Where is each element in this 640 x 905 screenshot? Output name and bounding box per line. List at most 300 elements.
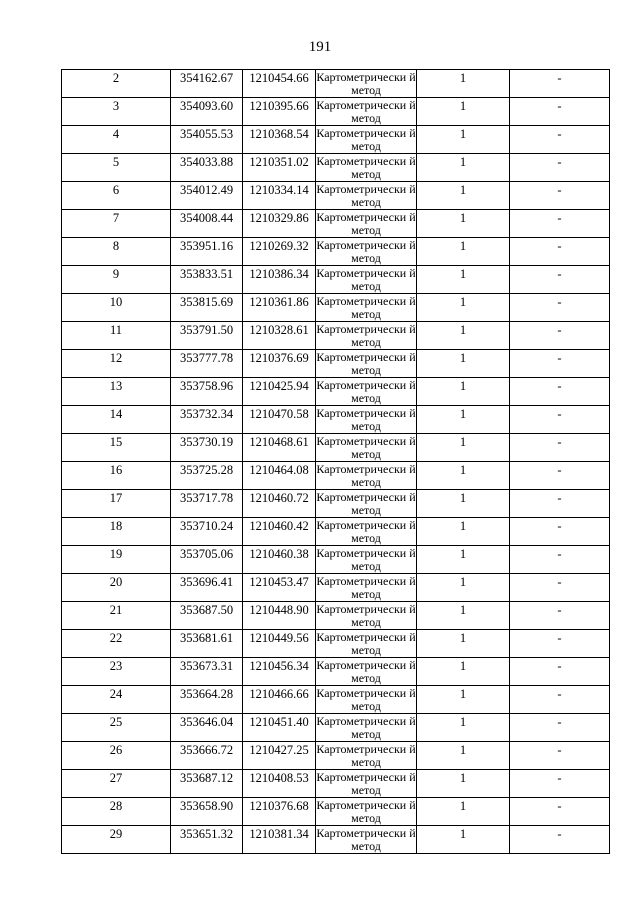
cell-value: 1210334.14 [249,183,309,197]
note-cell [510,98,610,126]
cell-value: 1 [459,379,467,393]
method-cell [316,686,417,714]
cell-value: 20 [109,575,123,589]
y-coordinate-cell [243,378,316,406]
cell-value: 1 [459,575,467,589]
cell-value: 353651.32 [179,827,234,841]
y-coordinate-cell [243,826,316,854]
table-row [62,434,610,462]
cell-value: 353705.06 [179,547,234,561]
method-cell [316,714,417,742]
cell-value: 1 [459,519,467,533]
cell-value: - [557,771,562,785]
y-coordinate-cell [243,350,316,378]
method-cell [316,294,417,322]
cell-value: 1210381.34 [249,827,309,841]
x-coordinate-cell [171,350,243,378]
cell-value: - [557,799,562,813]
cell-value: 1 [459,799,467,813]
point-number-cell [62,546,171,574]
cell-value: Картометрически й метод [316,70,416,97]
note-cell [510,630,610,658]
note-cell [510,686,610,714]
cell-value: 1 [459,211,467,225]
cell-value: 353696.41 [179,575,234,589]
method-cell [316,742,417,770]
x-coordinate-cell [171,70,243,98]
cell-value: 1210468.61 [249,435,309,449]
method-cell [316,798,417,826]
cell-value: 1210386.34 [249,267,309,281]
point-number-cell [62,322,171,350]
method-cell [316,630,417,658]
x-coordinate-cell [171,714,243,742]
point-number-cell [62,98,171,126]
x-coordinate-cell [171,406,243,434]
accuracy-cell [417,350,510,378]
y-coordinate-cell [243,266,316,294]
note-cell [510,490,610,518]
cell-value: 1 [459,631,467,645]
accuracy-cell [417,462,510,490]
cell-value: 1210328.61 [249,323,309,337]
y-coordinate-cell [243,154,316,182]
cell-value: 6 [112,183,120,197]
cell-value: Картометрически й метод [316,98,416,125]
y-coordinate-cell [243,462,316,490]
cell-value: Картометрически й метод [316,210,416,237]
cell-value: Картометрически й метод [316,602,416,629]
cell-value: 5 [112,155,120,169]
y-coordinate-cell [243,742,316,770]
cell-value: 1210451.40 [249,715,309,729]
cell-value: 1210470.58 [249,407,309,421]
point-number-cell [62,266,171,294]
cell-value: Картометрически й метод [316,490,416,517]
cell-value: 1 [459,435,467,449]
point-number-cell [62,462,171,490]
point-number-cell [62,826,171,854]
table-row [62,98,610,126]
cell-value: 23 [109,659,123,673]
cell-value: Картометрически й метод [316,154,416,181]
cell-value: 1210368.54 [249,127,309,141]
table-row [62,154,610,182]
method-cell [316,378,417,406]
note-cell [510,826,610,854]
note-cell [510,406,610,434]
cell-value: - [557,127,562,141]
x-coordinate-cell [171,658,243,686]
table-row [62,742,610,770]
cell-value: 4 [112,127,120,141]
cell-value: 353681.61 [179,631,234,645]
cell-value: 1210460.42 [249,519,309,533]
cell-value: Картометрически й метод [316,630,416,657]
point-number-cell [62,70,171,98]
note-cell [510,574,610,602]
x-coordinate-cell [171,126,243,154]
cell-value: 1 [459,127,467,141]
method-cell [316,602,417,630]
cell-value: - [557,491,562,505]
cell-value: Картометрически й метод [316,574,416,601]
y-coordinate-cell [243,98,316,126]
note-cell [510,294,610,322]
method-cell [316,182,417,210]
cell-value: 17 [109,491,123,505]
y-coordinate-cell [243,434,316,462]
cell-value: 10 [109,295,123,309]
note-cell [510,210,610,238]
note-cell [510,182,610,210]
cell-value: 1210425.94 [249,379,309,393]
table-row [62,126,610,154]
cell-value: 353815.69 [179,295,234,309]
x-coordinate-cell [171,630,243,658]
accuracy-cell [417,126,510,154]
cell-value: Картометрически й метод [316,350,416,377]
cell-value: Картометрически й метод [316,182,416,209]
accuracy-cell [417,490,510,518]
cell-value: 353730.19 [179,435,234,449]
point-number-cell [62,126,171,154]
y-coordinate-cell [243,518,316,546]
cell-value: - [557,351,562,365]
cell-value: - [557,99,562,113]
x-coordinate-cell [171,770,243,798]
cell-value: 19 [109,547,123,561]
cell-value: - [557,71,562,85]
table-row [62,518,610,546]
cell-value: 353717.78 [179,491,234,505]
cell-value: 1210453.47 [249,575,309,589]
method-cell [316,658,417,686]
accuracy-cell [417,602,510,630]
point-number-cell [62,602,171,630]
cell-value: 1 [459,183,467,197]
y-coordinate-cell [243,602,316,630]
table-row [62,322,610,350]
y-coordinate-cell [243,714,316,742]
cell-value: 353687.50 [179,603,234,617]
y-coordinate-cell [243,630,316,658]
x-coordinate-cell [171,154,243,182]
y-coordinate-cell [243,686,316,714]
accuracy-cell [417,686,510,714]
cell-value: 1210448.90 [249,603,309,617]
cell-value: 11 [109,323,123,337]
cell-value: 353710.24 [179,519,234,533]
cell-value: - [557,435,562,449]
cell-value: 1210460.72 [249,491,309,505]
note-cell [510,518,610,546]
accuracy-cell [417,98,510,126]
note-cell [510,798,610,826]
accuracy-cell [417,434,510,462]
point-number-cell [62,350,171,378]
method-cell [316,546,417,574]
cell-value: Картометрически й метод [316,658,416,685]
cell-value: 353664.28 [179,687,234,701]
cell-value: Картометрически й метод [316,294,416,321]
accuracy-cell [417,826,510,854]
cell-value: 3 [112,99,120,113]
point-number-cell [62,742,171,770]
cell-value: Картометрически й метод [316,406,416,433]
cell-value: 353646.04 [179,715,234,729]
table-row [62,574,610,602]
cell-value: 1210361.86 [249,295,309,309]
accuracy-cell [417,574,510,602]
accuracy-cell [417,238,510,266]
cell-value: 1210427.25 [249,743,309,757]
table-row [62,602,610,630]
point-number-cell [62,294,171,322]
accuracy-cell [417,658,510,686]
cell-value: 1 [459,351,467,365]
cell-value: 1 [459,715,467,729]
cell-value: 353658.90 [179,799,234,813]
y-coordinate-cell [243,798,316,826]
method-cell [316,322,417,350]
cell-value: 8 [112,239,120,253]
method-cell [316,826,417,854]
method-cell [316,154,417,182]
y-coordinate-cell [243,182,316,210]
cell-value: 1 [459,407,467,421]
cell-value: 1210376.68 [249,799,309,813]
cell-value: 12 [109,351,123,365]
point-number-cell [62,630,171,658]
method-cell [316,490,417,518]
cell-value: 1 [459,603,467,617]
coordinates-table-body [62,70,610,854]
cell-value: 1 [459,491,467,505]
cell-value: 27 [109,771,123,785]
cell-value: Картометрически й метод [316,714,416,741]
cell-value: Картометрически й метод [316,126,416,153]
point-number-cell [62,770,171,798]
cell-value: 2 [112,71,120,85]
cell-value: 1 [459,463,467,477]
x-coordinate-cell [171,434,243,462]
y-coordinate-cell [243,238,316,266]
accuracy-cell [417,378,510,406]
table-row [62,378,610,406]
point-number-cell [62,182,171,210]
cell-value: 1 [459,267,467,281]
cell-value: 354033.88 [179,155,234,169]
cell-value: - [557,323,562,337]
cell-value: - [557,575,562,589]
cell-value: 21 [109,603,123,617]
cell-value: 1210466.66 [249,687,309,701]
cell-value: Картометрически й метод [316,826,416,853]
table-row [62,686,610,714]
cell-value: 353725.28 [179,463,234,477]
cell-value: - [557,687,562,701]
x-coordinate-cell [171,546,243,574]
method-cell [316,434,417,462]
accuracy-cell [417,406,510,434]
cell-value: - [557,407,562,421]
point-number-cell [62,434,171,462]
cell-value: 353758.96 [179,379,234,393]
x-coordinate-cell [171,182,243,210]
cell-value: - [557,155,562,169]
note-cell [510,434,610,462]
cell-value: 1 [459,743,467,757]
table-row [62,798,610,826]
cell-value: Картометрически й метод [316,266,416,293]
table-row [62,294,610,322]
method-cell [316,126,417,154]
table-row [62,714,610,742]
note-cell [510,714,610,742]
cell-value: 354008.44 [179,211,234,225]
y-coordinate-cell [243,126,316,154]
y-coordinate-cell [243,574,316,602]
cell-value: Картометрически й метод [316,322,416,349]
note-cell [510,350,610,378]
note-cell [510,154,610,182]
cell-value: 14 [109,407,123,421]
method-cell [316,518,417,546]
method-cell [316,238,417,266]
cell-value: 1 [459,155,467,169]
accuracy-cell [417,742,510,770]
cell-value: 353777.78 [179,351,234,365]
cell-value: 1210460.38 [249,547,309,561]
x-coordinate-cell [171,742,243,770]
y-coordinate-cell [243,490,316,518]
coordinates-table [61,69,610,854]
cell-value: 353791.50 [179,323,234,337]
cell-value: 353666.72 [179,743,234,757]
point-number-cell [62,658,171,686]
note-cell [510,770,610,798]
cell-value: 1 [459,99,467,113]
cell-value: - [557,519,562,533]
cell-value: Картометрически й метод [316,798,416,825]
cell-value: 354162.67 [179,71,234,85]
cell-value: Картометрически й метод [316,546,416,573]
accuracy-cell [417,266,510,294]
cell-value: - [557,267,562,281]
y-coordinate-cell [243,210,316,238]
y-coordinate-cell [243,658,316,686]
page-number: 191 [308,39,332,55]
method-cell [316,350,417,378]
cell-value: Картометрически й метод [316,462,416,489]
method-cell [316,70,417,98]
cell-value: - [557,603,562,617]
cell-value: 1210329.86 [249,211,309,225]
accuracy-cell [417,714,510,742]
y-coordinate-cell [243,546,316,574]
cell-value: 1 [459,659,467,673]
point-number-cell [62,798,171,826]
cell-value: 1210395.66 [249,99,309,113]
cell-value: - [557,547,562,561]
cell-value: 1 [459,295,467,309]
cell-value: 1 [459,239,467,253]
table-row [62,406,610,434]
x-coordinate-cell [171,210,243,238]
accuracy-cell [417,70,510,98]
x-coordinate-cell [171,602,243,630]
cell-value: Картометрически й метод [316,742,416,769]
point-number-cell [62,686,171,714]
x-coordinate-cell [171,238,243,266]
cell-value: 1210376.69 [249,351,309,365]
y-coordinate-cell [243,770,316,798]
cell-value: 22 [109,631,123,645]
accuracy-cell [417,154,510,182]
cell-value: 1 [459,827,467,841]
cell-value: - [557,183,562,197]
cell-value: - [557,743,562,757]
note-cell [510,322,610,350]
x-coordinate-cell [171,462,243,490]
x-coordinate-cell [171,322,243,350]
table-row [62,238,610,266]
table-row [62,490,610,518]
cell-value: 1 [459,687,467,701]
cell-value: Картометрически й метод [316,686,416,713]
cell-value: 1210269.32 [249,239,309,253]
cell-value: 1210351.02 [249,155,309,169]
accuracy-cell [417,518,510,546]
y-coordinate-cell [243,322,316,350]
method-cell [316,462,417,490]
note-cell [510,378,610,406]
point-number-cell [62,490,171,518]
x-coordinate-cell [171,294,243,322]
cell-value: - [557,211,562,225]
cell-value: 353687.12 [179,771,234,785]
table-row [62,70,610,98]
cell-value: Картометрически й метод [316,238,416,265]
cell-value: Картометрически й метод [316,518,416,545]
note-cell [510,546,610,574]
point-number-cell [62,238,171,266]
point-number-cell [62,154,171,182]
table-row [62,546,610,574]
table-row [62,210,610,238]
x-coordinate-cell [171,490,243,518]
point-number-cell [62,406,171,434]
y-coordinate-cell [243,70,316,98]
accuracy-cell [417,798,510,826]
cell-value: - [557,659,562,673]
table-row [62,182,610,210]
method-cell [316,406,417,434]
x-coordinate-cell [171,378,243,406]
cell-value: - [557,295,562,309]
method-cell [316,574,417,602]
cell-value: 1 [459,323,467,337]
cell-value: 15 [109,435,123,449]
cell-value: - [557,239,562,253]
cell-value: 28 [109,799,123,813]
table-row [62,658,610,686]
method-cell [316,770,417,798]
cell-value: 354012.49 [179,183,234,197]
cell-value: - [557,379,562,393]
cell-value: 16 [109,463,123,477]
